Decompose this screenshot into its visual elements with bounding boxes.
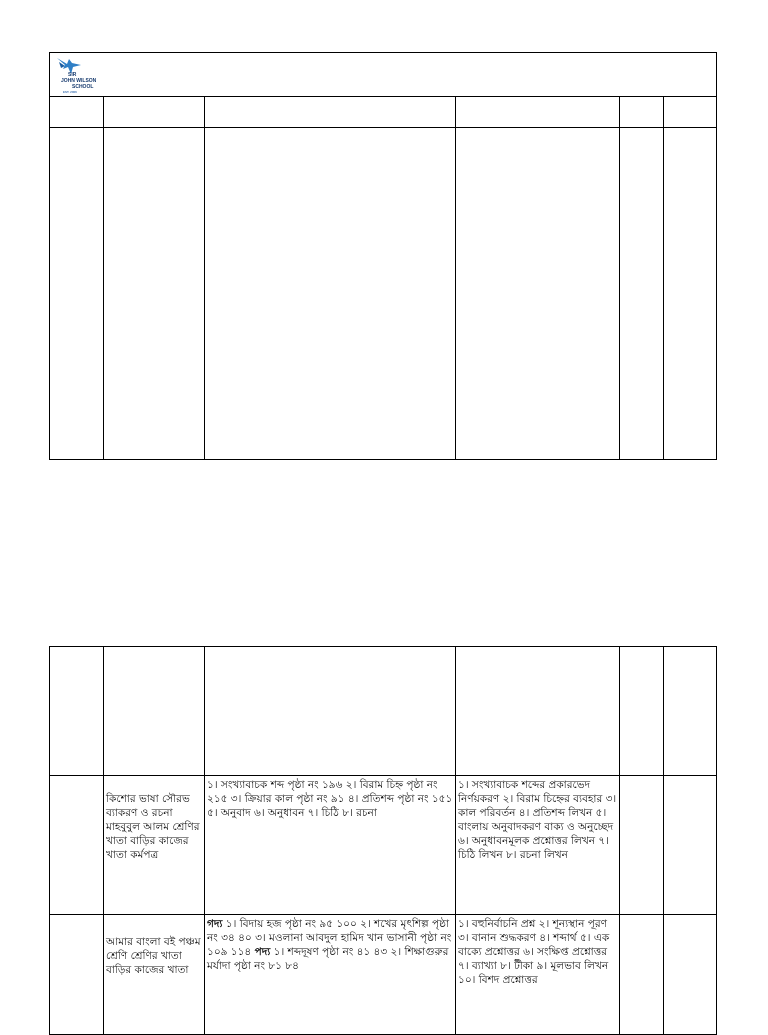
header-logo-cell — [50, 53, 717, 97]
logo-text-est: EST. 2006 — [63, 90, 77, 94]
prose-items: ১। বিদায় হজ পৃষ্ঠা নং ৯৫ ১০০ ২। শখের মৃৎশিল্প পৃষ্ঠা নং ৩৪ ৪০ ৩। মওলানা আবদুল হামিদ খান ভাসানী পৃষ্ঠা নং ১০৯ ১১৪ — [207, 918, 452, 958]
logo-text-school: SCHOOL — [72, 84, 94, 90]
empty-cell — [664, 915, 717, 1035]
logo-text-sir: SIR — [68, 72, 77, 78]
logo-text-name: JOHN WILSON — [61, 78, 97, 84]
prose-label: গদ্য — [207, 918, 223, 930]
activities-text: ১। সংখ্যাবাচক শব্দের প্রকারভেদ নির্ণয়করণ ২। বিরাম চিহ্নের ব্যবহার ৩। কাল পরিবর্তন ৪। প্রতিশব্দ লিখন ৫। বাংলায় অনুবাদকরণ বাক্য ও অনুচ্ছেদ ৬। অনুধাবনমূলক প্রশ্নোত্তর লিখন ৭। চিঠি লিখন ৮। রচনা লিখন — [458, 779, 617, 861]
empty-cell — [664, 647, 717, 776]
contents-cell — [205, 915, 456, 1035]
empty-cell — [620, 915, 664, 1035]
empty-cell — [50, 647, 104, 776]
header-cell — [664, 97, 717, 128]
header-cell — [205, 97, 456, 128]
school-logo — [55, 56, 107, 96]
empty-cell — [620, 776, 664, 915]
book-cell — [104, 915, 205, 1035]
body-cell — [456, 128, 620, 460]
empty-cell — [50, 776, 104, 915]
empty-cell — [50, 915, 104, 1035]
contents-text: ১। সংখ্যাবাচক শব্দ পৃষ্ঠা নং ১৯৬ ২। বিরাম চিহ্ন পৃষ্ঠা নং ২১৫ ৩। ক্রিয়ার কাল পৃষ্ঠা নং ৯১ ৪। প্রতিশব্দ পৃষ্ঠা নং ১৫১ ৫। অনুবাদ ৬। অনুধাবন ৭। চিঠি ৮। রচনা — [207, 779, 453, 819]
empty-cell — [456, 647, 620, 776]
body-cell — [205, 128, 456, 460]
table-row — [50, 776, 717, 915]
table-row — [50, 915, 717, 1035]
syllabus-table-top — [49, 52, 717, 460]
contents-cell — [205, 776, 456, 915]
poetry-label: পদ্য — [254, 946, 271, 958]
header-cell — [50, 97, 104, 128]
empty-cell — [104, 647, 205, 776]
syllabus-table-bottom — [49, 646, 717, 1035]
contents-text — [205, 915, 455, 973]
empty-cell — [620, 647, 664, 776]
body-cell — [620, 128, 664, 460]
activities-cell — [456, 776, 620, 915]
empty-cell — [205, 647, 456, 776]
activities-text: ১। বহুনির্বাচনি প্রশ্ন ২। শূন্যস্থান পূরণ ৩। বানান শুদ্ধকরণ ৪। শব্দার্থ ৫। এক বাক্যে প্রশ্নোত্তর ৬। সংক্ষিপ্ত প্রশ্নোত্তর ৭। ব্যাখ্যা ৮। টীকা ৯। মূলভাব লিখন ১০। বিশদ প্রশ্নোত্তর — [458, 918, 610, 986]
header-cell — [104, 97, 205, 128]
activities-cell — [456, 915, 620, 1035]
header-cell — [456, 97, 620, 128]
book-cell — [104, 776, 205, 915]
poetry-items: ১। শব্দদূষণ পৃষ্ঠা নং ৪১ ৪৩ ২। শিক্ষাগুরুর মর্যাদা পৃষ্ঠা নং ৮১ ৮৪ — [207, 946, 449, 972]
body-cell — [50, 128, 104, 460]
header-cell — [620, 97, 664, 128]
book-text: কিশোর ভাষা সৌরভ ব্যাকরণ ও রচনা মাহবুবুল আলম শ্রেণির খাতা বাড়ির কাজের খাতা কর্মপত্র — [106, 793, 200, 861]
body-cell — [104, 128, 205, 460]
book-text: আমার বাংলা বই পঞ্চম শ্রেণি শ্রেণির খাতা বাড়ির কাজের খাতা — [106, 936, 201, 976]
empty-cell — [664, 776, 717, 915]
body-cell — [664, 128, 717, 460]
